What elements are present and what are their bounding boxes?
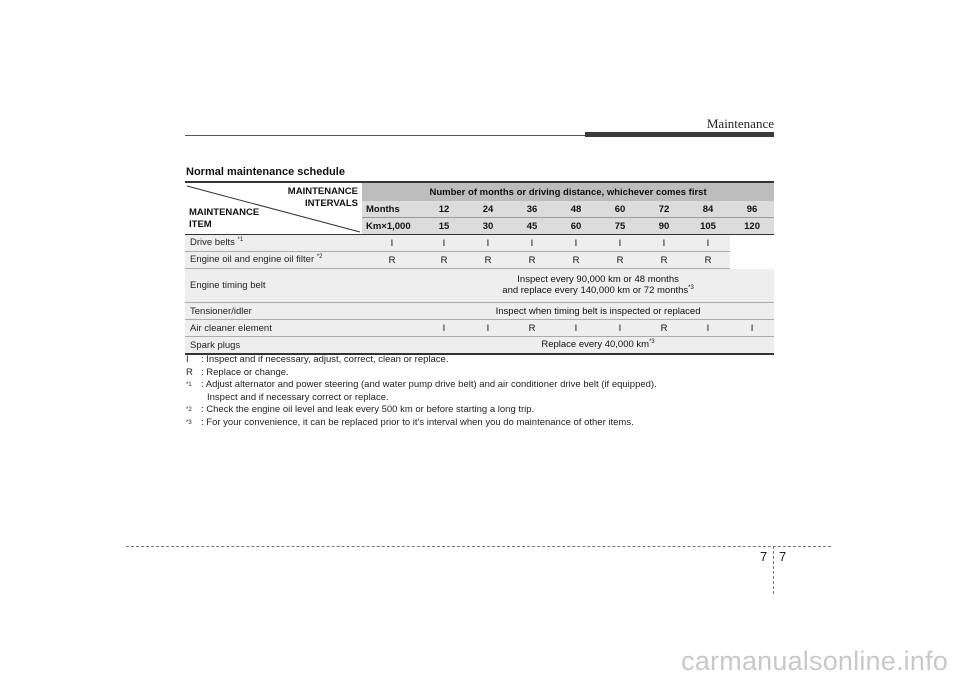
value-cell: I <box>510 235 554 252</box>
km-cell: 90 <box>642 218 686 235</box>
table-row <box>185 269 774 303</box>
km-cell: 105 <box>686 218 730 235</box>
tensioner-interval: Inspect when timing belt is inspected or replaced <box>422 303 774 320</box>
km-cell: 60 <box>554 218 598 235</box>
note-replace: R : Replace or change. <box>186 366 289 378</box>
value-cell: I <box>466 320 510 337</box>
page-footer-rule <box>126 546 831 547</box>
table-row <box>185 252 774 269</box>
corner-item-label: MAINTENANCE ITEM <box>189 207 260 230</box>
note-footnote-2: $^{*2}$ : Check the engine oil level and leak every 500 km or before starting a long trip. <box>186 404 535 415</box>
item-tensioner-idler: Tensioner/idler <box>185 303 422 320</box>
spark-plug-interval: Replace every 40,000 $km^{*3}$ <box>422 337 774 355</box>
value-cell: R <box>510 252 554 269</box>
months-cell: 36 <box>510 201 554 218</box>
months-cell: 48 <box>554 201 598 218</box>
months-label: Months <box>362 201 422 218</box>
header-accent-bar <box>585 132 774 137</box>
item-air-cleaner: Air cleaner element <box>185 320 422 337</box>
value-cell: I <box>598 235 642 252</box>
header-rule <box>185 135 585 136</box>
km-cell: 120 <box>730 218 774 235</box>
value-cell: R <box>642 252 686 269</box>
months-cell: 72 <box>642 201 686 218</box>
km-cell: 45 <box>510 218 554 235</box>
value-cell: R <box>554 252 598 269</box>
months-cell: 96 <box>730 201 774 218</box>
note-inspect: I : Inspect and if necessary, adjust, correct, clean or replace. <box>186 354 449 365</box>
page-number: 7 <box>779 549 787 564</box>
table-row <box>185 337 774 355</box>
value-cell: I <box>686 235 730 252</box>
months-cell: 12 <box>422 201 466 218</box>
value-cell: I <box>554 320 598 337</box>
corner-intervals-label: MAINTENANCE INTERVALS <box>287 186 358 209</box>
table-row <box>185 303 774 320</box>
months-cell: 60 <box>598 201 642 218</box>
section-title: Normal maintenance schedule <box>186 166 345 178</box>
legend-notes <box>186 354 657 429</box>
table-row <box>185 235 774 252</box>
item-engine-oil: Engine oil and engine oil filter $^{*2}$ <box>185 252 362 269</box>
table-row <box>185 320 774 337</box>
km-cell: 30 <box>466 218 510 235</box>
item-spark-plugs: Spark plugs <box>185 337 422 355</box>
item-engine-timing-belt: Engine timing belt <box>185 269 422 303</box>
value-cell: I <box>730 320 774 337</box>
km-label: Km×1,000 <box>362 218 422 235</box>
km-cell: 15 <box>422 218 466 235</box>
value-cell: I <box>422 235 466 252</box>
km-cell: 75 <box>598 218 642 235</box>
value-cell: I <box>422 320 466 337</box>
timing-belt-interval: Inspect every 90,000 km or 48 months and replace every 140,000 km or 72 months$^{*3}$ <box>422 269 774 303</box>
value-cell: R <box>466 252 510 269</box>
value-cell: R <box>362 252 422 269</box>
value-cell: R <box>598 252 642 269</box>
months-cell: 24 <box>466 201 510 218</box>
value-cell: R <box>642 320 686 337</box>
note-footnote-1: $^{*1}$ : Adjust alternator and power steering (and water pump drive belt) and air conditioner drive belt (if equipped). Inspect and if necessary correct or replace. <box>186 379 657 403</box>
watermark: carmanualsonline.info <box>681 646 948 676</box>
interval-band-header: Number of months or driving distance, whichever comes first <box>362 182 774 201</box>
table-corner-header <box>185 182 362 235</box>
value-cell: I <box>686 320 730 337</box>
value-cell: I <box>554 235 598 252</box>
value-cell: I <box>362 235 422 252</box>
note-footnote-3: $^{*3}$ : For your convenience, it can be replaced prior to it's interval when you do maintenance of other items. <box>186 416 634 428</box>
maintenance-schedule-table <box>185 181 774 355</box>
value-cell: R <box>510 320 554 337</box>
value-cell: R <box>686 252 730 269</box>
value-cell: R <box>422 252 466 269</box>
months-cell: 84 <box>686 201 730 218</box>
value-cell: I <box>598 320 642 337</box>
page-chapter: 7 <box>760 549 768 564</box>
header-title: Maintenance <box>706 116 774 131</box>
value-cell: I <box>642 235 686 252</box>
page-number-divider <box>773 546 774 594</box>
value-cell: I <box>466 235 510 252</box>
item-drive-belts: Drive belts $^{*1}$ <box>185 235 362 252</box>
